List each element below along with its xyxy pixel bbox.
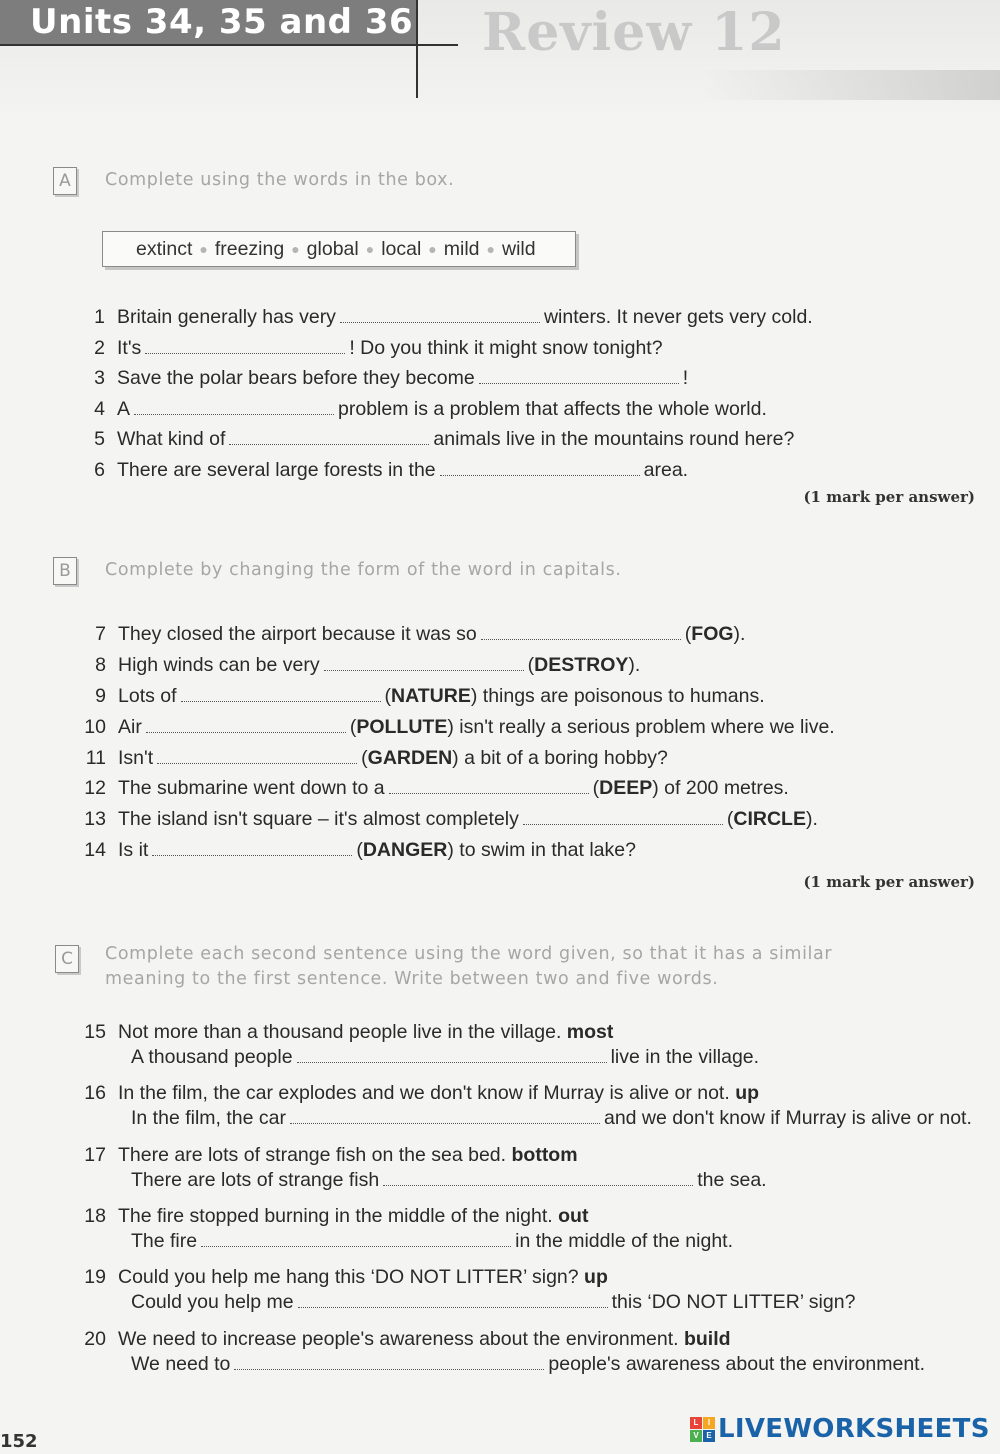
question-text: animals live in the mountains round here? (433, 428, 795, 450)
question-text: winters. It never gets very cold. (543, 306, 813, 328)
question-text: ! Do you think it might snow tonight? (349, 337, 663, 359)
question-text: The island isn't square – it's almost completely (118, 808, 519, 830)
question-row: 10 Air (POLLUTE) isn't really a serious problem where we live. (84, 716, 835, 738)
question-text: High winds can be very (118, 654, 320, 676)
question-sentence: There are lots of strange fish on the sea bed. (118, 1144, 507, 1166)
section-c-letter: C (55, 945, 79, 973)
question-text: . (740, 623, 746, 645)
capital-word: FOG (691, 623, 734, 645)
question-text: area. (643, 459, 689, 481)
question-number: 19 (84, 1266, 106, 1288)
header-divider-horizontal (0, 44, 458, 46)
answer-blank[interactable] (383, 1182, 693, 1186)
question-text: a bit of a boring hobby? (458, 747, 668, 769)
rewrite-text: There are lots of strange fish (131, 1169, 380, 1191)
answer-blank[interactable] (523, 821, 723, 825)
question-number: 11 (85, 747, 106, 769)
answer-blank[interactable] (389, 790, 589, 794)
question-number: 18 (84, 1205, 106, 1227)
answer-blank[interactable] (201, 1243, 511, 1247)
answer-blank[interactable] (481, 636, 681, 640)
keyword: up (735, 1082, 760, 1104)
question-number: 12 (84, 777, 106, 799)
question-row (84, 1081, 759, 1105)
answer-blank[interactable] (324, 667, 524, 671)
question-text: Air (118, 716, 142, 738)
rewrite-text: In the film, the car (131, 1107, 286, 1129)
answer-blank[interactable] (134, 411, 334, 415)
keyword: build (683, 1328, 731, 1350)
question-number: 14 (84, 839, 106, 861)
question-row: 11 Isn't (GARDEN) a bit of a boring hobby? (85, 747, 668, 769)
rewrite-line (131, 1106, 972, 1130)
question-number: 16 (84, 1082, 106, 1104)
question-text: . (812, 808, 818, 830)
question-number: 5 (94, 428, 105, 450)
question-text: ! (682, 367, 689, 389)
rewrite-text: live in the village. (610, 1046, 760, 1068)
header-divider-vertical (416, 0, 418, 98)
question-number: 13 (84, 808, 106, 830)
question-text: things are poisonous to humans. (477, 685, 765, 707)
question-row (84, 1143, 578, 1167)
answer-blank[interactable] (290, 1120, 600, 1124)
question-row (88, 427, 794, 451)
section-b-instruction: Complete by changing the form of the word in capitals. (105, 560, 622, 580)
answer-blank[interactable] (234, 1366, 544, 1370)
question-sentence: In the film, the car explodes and we don't know if Murray is alive or not. (118, 1082, 730, 1104)
rewrite-line (131, 1290, 855, 1314)
question-text: problem is a problem that affects the whole world. (338, 398, 767, 420)
section-c-instruction (105, 942, 905, 992)
question-text: A (117, 398, 131, 420)
question-row (88, 397, 767, 421)
rewrite-line (131, 1229, 733, 1253)
review-title: Review 12 (482, 2, 786, 63)
question-text: They closed the airport because it was so (118, 623, 477, 645)
rewrite-line (131, 1168, 767, 1192)
question-text: Save the polar bears before they become (117, 367, 475, 389)
rewrite-text: The fire (131, 1230, 198, 1252)
question-row: 9 Lots of (NATURE) things are poisonous to humans. (84, 684, 765, 708)
word-box-item: mild (443, 237, 480, 260)
question-row: 12 The submarine went down to a (DEEP) of 200 metres. (84, 777, 789, 799)
question-number: 3 (94, 367, 105, 389)
question-number: 2 (94, 337, 105, 359)
section-b-letter: B (53, 557, 77, 585)
question-number: 6 (94, 459, 105, 481)
question-row: 8 High winds can be very (DESTROY). (84, 653, 640, 677)
question-number: 10 (84, 716, 106, 738)
question-number: 4 (94, 398, 105, 420)
units-title: Units 34, 35 and 36 (30, 2, 414, 42)
instruction-line: Complete each second sentence using the word given, so that it has a similar (105, 944, 833, 964)
question-row (84, 1327, 731, 1351)
answer-blank[interactable] (157, 760, 357, 764)
answer-blank[interactable] (145, 350, 345, 354)
mark-note: (1 mark per answer) (803, 873, 975, 891)
rewrite-text: We need to (131, 1353, 231, 1375)
answer-blank[interactable] (297, 1059, 607, 1063)
word-box-item: wild (502, 237, 536, 260)
capital-word: GARDEN (367, 747, 453, 769)
rewrite-text: the sea. (697, 1169, 767, 1191)
rewrite-text: A thousand people (131, 1046, 293, 1068)
rewrite-line (131, 1352, 925, 1376)
mark-note: (1 mark per answer) (803, 488, 975, 506)
word-box: extinct ● freezing ● global ● local ● mild ● wild (102, 231, 576, 267)
question-row (84, 1020, 613, 1044)
question-sentence: The fire stopped burning in the middle of the night. (118, 1205, 553, 1227)
question-row (88, 366, 688, 390)
rewrite-line (131, 1045, 759, 1069)
rewrite-text: this ‘DO NOT LITTER’ sign? (611, 1291, 856, 1313)
question-number: 15 (84, 1021, 106, 1043)
word-box-item: extinct (136, 237, 193, 260)
question-text: The submarine went down to a (118, 777, 385, 799)
question-sentence: We need to increase people's awareness about the environment. (118, 1328, 679, 1350)
answer-blank[interactable] (152, 852, 352, 856)
question-number: 1 (94, 306, 105, 328)
capital-word: POLLUTE (356, 716, 448, 738)
answer-blank[interactable] (146, 729, 346, 733)
keyword: up (584, 1266, 608, 1288)
question-text: What kind of (117, 428, 226, 450)
answer-blank[interactable] (229, 441, 429, 445)
answer-blank[interactable] (181, 698, 381, 702)
question-sentence: Not more than a thousand people live in the village. (118, 1021, 562, 1043)
question-row: 13 The island isn't square – it's almost completely (CIRCLE). (84, 808, 818, 830)
question-row (84, 1204, 588, 1228)
question-sentence: Could you help me hang this ‘DO NOT LITTER’ sign? (118, 1266, 579, 1288)
keyword: most (566, 1021, 614, 1043)
word-box-item: freezing (214, 237, 285, 260)
question-number: 17 (84, 1144, 106, 1166)
question-text: There are several large forests in the (117, 459, 436, 481)
answer-blank[interactable] (479, 380, 679, 384)
answer-blank[interactable] (440, 472, 640, 476)
question-text: Is it (118, 839, 149, 861)
capital-word: DEEP (599, 777, 653, 799)
question-text: Isn't (118, 747, 154, 769)
section-a-instruction: Complete using the words in the box. (105, 170, 455, 190)
question-text: . (634, 654, 641, 676)
word-box-item: global (306, 237, 359, 260)
capital-word: CIRCLE (733, 808, 806, 830)
question-text: Lots of (118, 685, 177, 707)
question-text: to swim in that lake? (453, 839, 636, 861)
question-row (88, 336, 663, 360)
rewrite-text: and we don't know if Murray is alive or not. (603, 1107, 972, 1129)
question-text: isn't really a serious problem where we live. (453, 716, 835, 738)
word-box-item: local (381, 237, 422, 260)
liveworksheets-icon: L I V E (690, 1417, 715, 1442)
rewrite-text: Could you help me (131, 1291, 294, 1313)
question-text: Britain generally has very (117, 306, 336, 328)
page-number: 152 (0, 1431, 38, 1452)
faded-strip (700, 70, 1000, 100)
question-row: 7 They closed the airport because it was so (FOG). (84, 622, 745, 646)
answer-blank[interactable] (340, 319, 540, 323)
question-row (84, 1265, 608, 1289)
keyword: bottom (511, 1144, 578, 1166)
question-text: of 200 metres. (658, 777, 789, 799)
question-row (88, 458, 688, 482)
capital-word: DANGER (362, 839, 448, 861)
keyword: out (558, 1205, 589, 1227)
question-row: 14 Is it (DANGER) to swim in that lake? (84, 839, 636, 861)
instruction-line: meaning to the first sentence. Write between two and five words. (105, 969, 719, 989)
capital-word: DESTROY (534, 654, 629, 676)
question-text: It's (117, 337, 142, 359)
capital-word: NATURE (391, 685, 471, 707)
question-number: 8 (95, 654, 106, 676)
question-number: 7 (95, 623, 106, 645)
question-number: 9 (95, 685, 106, 707)
logo-text: LIVEWORKSHEETS (718, 1414, 990, 1444)
rewrite-text: people's awareness about the environment. (548, 1353, 926, 1375)
question-number: 20 (84, 1328, 106, 1350)
question-row (88, 305, 813, 329)
liveworksheets-logo[interactable] (690, 1414, 990, 1444)
rewrite-text: in the middle of the night. (515, 1230, 733, 1252)
section-a-letter: A (53, 167, 77, 195)
answer-blank[interactable] (298, 1304, 608, 1308)
